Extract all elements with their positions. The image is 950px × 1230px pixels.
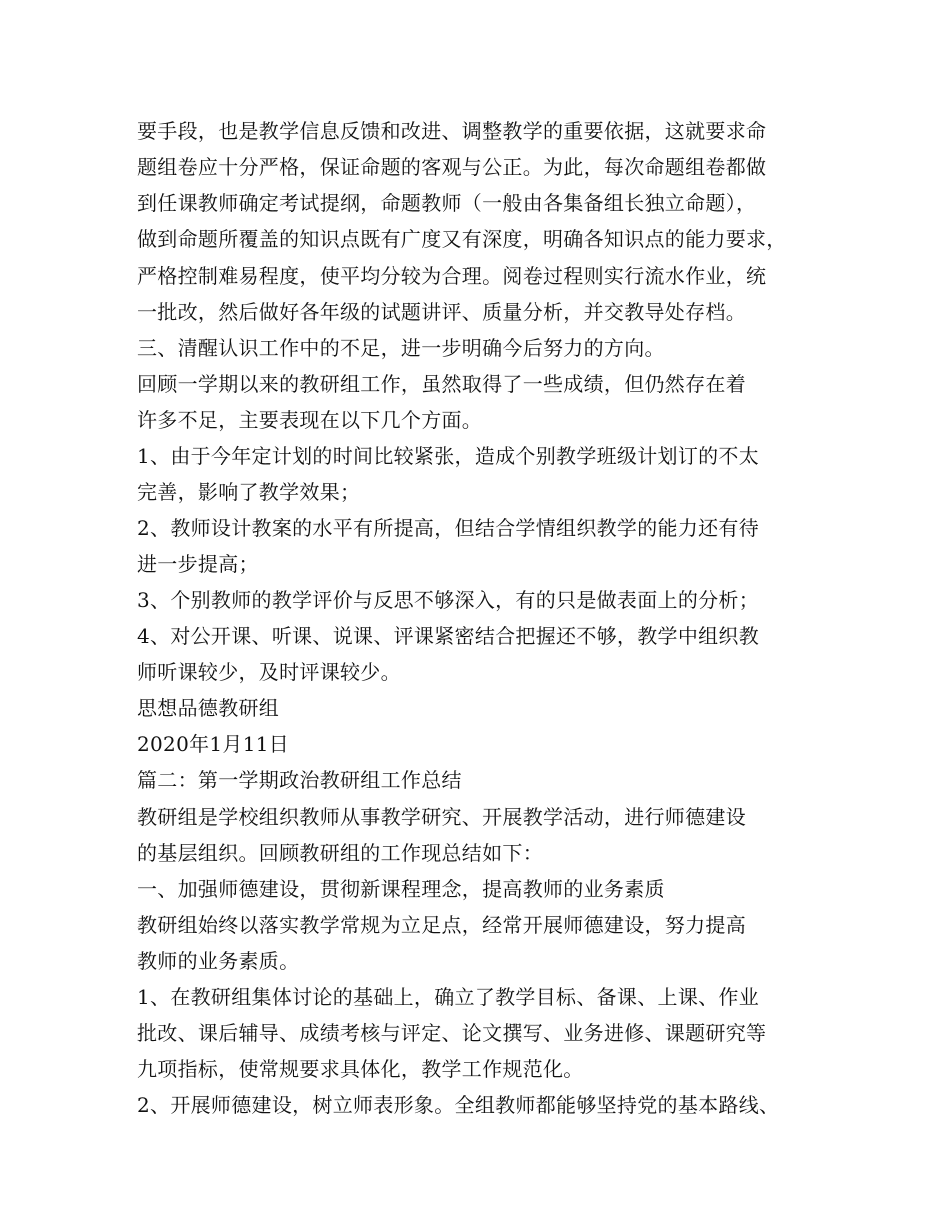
text-line: 教研组是学校组织教师从事教学研究、开展教学活动，进行师德建设 [137,805,746,829]
text-line: 要手段，也是教学信息反馈和改进、调整教学的重要依据，这就要求命 [137,119,767,143]
text-line: 进一步提高； [137,552,259,576]
text-line: 的基层组织。回顾教研组的工作现总结如下： [137,841,543,865]
text-line: 批改、课后辅导、成绩考核与评定、论文撰写、业务进修、课题研究等 [137,1021,767,1045]
list-item: 1、在教研组集体讨论的基础上，确立了教学目标、备课、上课、作业 [137,985,760,1009]
section-heading: 一、加强师德建设，贯彻新课程理念，提高教师的业务素质 [137,877,665,901]
text-line: 九项指标，使常规要求具体化，教学工作规范化。 [137,1057,584,1081]
list-item: 1、由于今年定计划的时间比较紧张，造成个别教学班级计划订的不太 [137,444,760,468]
list-item: 2、教师设计教案的水平有所提高，但结合学情组织教学的能力还有待 [137,516,760,540]
section-title: 篇二：第一学期政治教研组工作总结 [137,768,462,792]
list-item: 2、开展师德建设，树立师表形象。全组教师都能够坚持党的基本路线、 [137,1093,780,1117]
list-item: 3、个别教师的教学评价与反思不够深入，有的只是做表面上的分析； [137,588,760,612]
text-line: 做到命题所覆盖的知识点既有广度又有深度，明确各知识点的能力要求， [137,227,787,251]
text-line: 教师的业务素质。 [137,949,300,973]
text-line: 回顾一学期以来的教研组工作，虽然取得了一些成绩，但仍然存在着 [137,372,746,396]
text-line: 教研组始终以落实教学常规为立足点，经常开展师德建设，努力提高 [137,913,746,937]
signature-date: 2020年1月11日 [137,732,290,756]
text-line: 完善，影响了教学效果； [137,480,361,504]
text-line: 题组卷应十分严格，保证命题的客观与公正。为此，每次命题组卷都做 [137,155,767,179]
section-heading: 三、清醒认识工作中的不足，进一步明确今后努力的方向。 [137,336,665,360]
text-line: 许多不足，主要表现在以下几个方面。 [137,408,483,432]
text-line: 师听课较少，及时评课较少。 [137,660,401,684]
text-line: 到任课教师确定考试提纲，命题教师（一般由各集备组长独立命题）， [137,191,757,215]
list-item: 4、对公开课、听课、说课、评课紧密结合把握还不够，教学中组织教 [137,624,760,648]
text-line: 严格控制难易程度，使平均分较为合理。阅卷过程则实行流水作业，统 [137,264,767,288]
text-line: 一批改，然后做好各年级的试题讲评、质量分析，并交教导处存档。 [137,300,746,324]
signature-org: 思想品德教研组 [137,696,280,720]
